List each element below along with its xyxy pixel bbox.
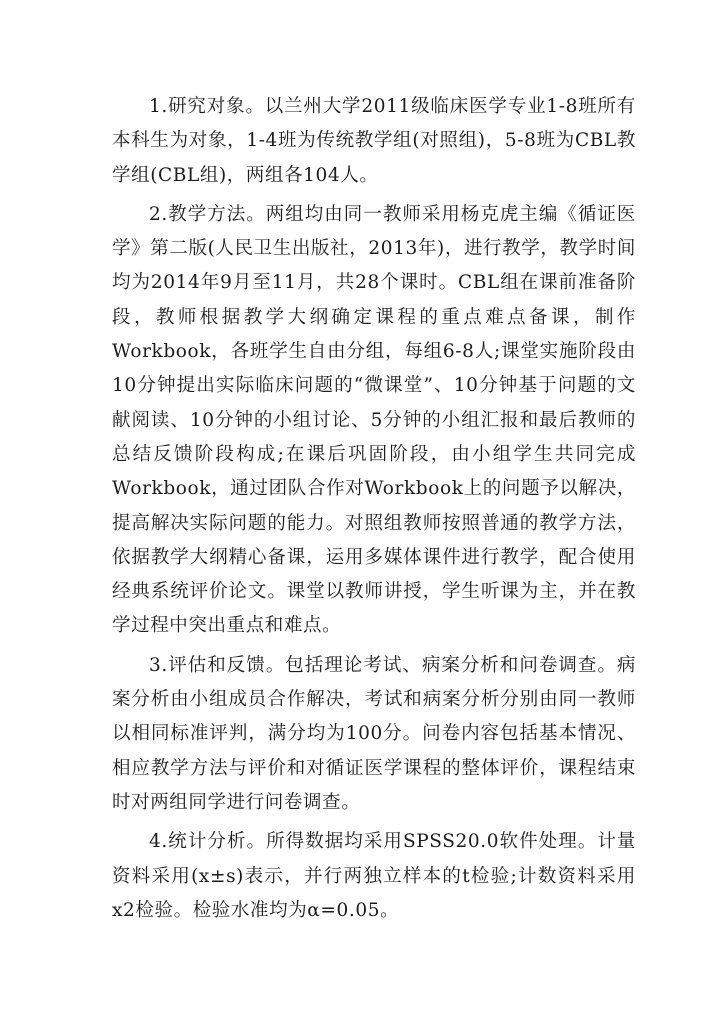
paragraph-research-subjects: 1.研究对象。以兰州大学2011级临床医学专业1-8班所有本科生为对象，1-4班为传统教学组(对照组)，5-8班为CBL教学组(CBL组)，两组各104人。: [112, 96, 636, 186]
paragraph-teaching-methods: 2.教学方法。两组均由同一教师采用杨克虎主编《循证医学》第二版(人民卫生出版社，2013年)，进行教学，教学时间均为2014年9月至11月，共28个课时。CBL组在课前准备阶段，教师根据教学大纲确定课程的重点难点备课，制作Workbook，各班学生自由分组，每组6-8人;课堂实施阶段由10分钟提出实际临床问题的“微课堂”、10分钟基于问题的文献阅读、10分钟的小组讨论、5分钟的小组汇报和最后教师的总结反馈阶段构成;在课后巩固阶段，由小组学生共同完成Workbook，通过团队合作对Workbook上的问题予以解决，提高解决实际问题的能力。对照组教师按照普通的教学方法，依据教学大纲精心备课，运用多媒体课件进行教学，配合使用经典系统评价论文。课堂以教师讲授，学生听课为主，并在教学过程中突出重点和难点。: [112, 203, 636, 637]
paragraph-statistical-analysis: 4.统计分析。所得数据均采用SPSS20.0软件处理。计量资料采用(x±s)表示，并行两独立样本的t检验;计数资料采用x2检验。检验水准均为α=0.05。: [112, 831, 636, 921]
document-body: [112, 90, 636, 933]
paragraph-evaluation-feedback: 3.评估和反馈。包括理论考试、病案分析和问卷调查。病案分析由小组成员合作解决，考试和病案分析分别由同一教师以相同标准评判，满分均为100分。问卷内容包括基本情况、相应教学方法与评价和对循证医学课程的整体评价，课程结束时对两组同学进行问卷调查。: [112, 654, 636, 813]
